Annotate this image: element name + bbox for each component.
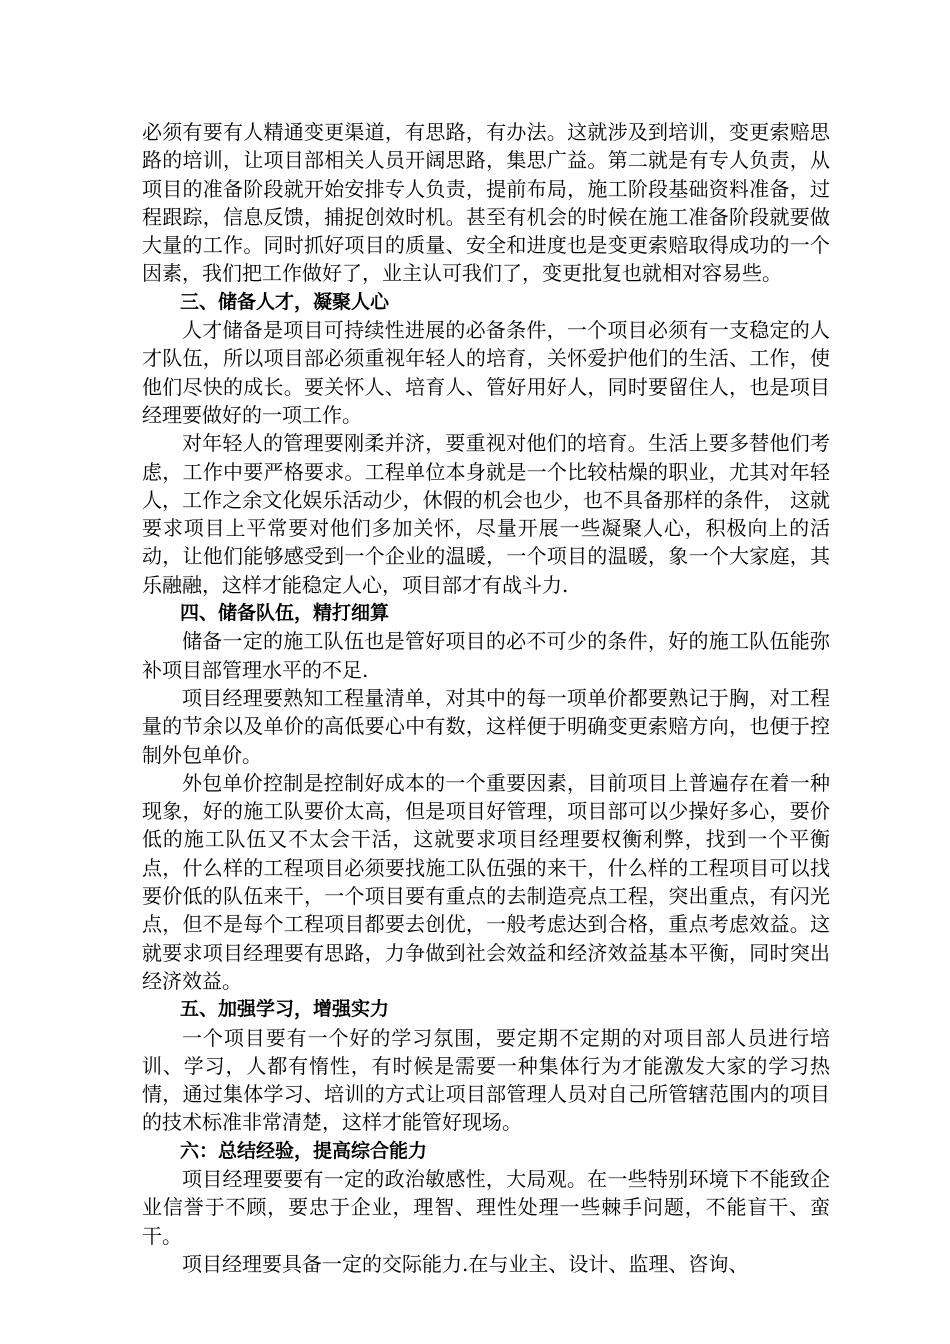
paragraph: 项目经理要熟知工程量清单，对其中的每一项单价都要熟记于胸，对工程量的节余以及单价的高低要心中有数，这样便于明确变更索赔方向，也便于控制外包单价。 bbox=[142, 685, 830, 767]
paragraph: 人才储备是项目可持续性进展的必备条件，一个项目必须有一支稳定的人才队伍，所以项目部必须重视年轻人的培育，关怀爱护他们的生活、工作，使他们尽快的成长。要关怀人、培育人、管好用好人，同时要留住人，也是项目经理要做好的一项工作。 bbox=[142, 318, 830, 427]
section-heading-6: 六：总结经验，提高综合能力 bbox=[180, 1139, 428, 1162]
section-heading-3: 三、储备人才，凝聚人心 bbox=[180, 290, 390, 313]
section-heading-4: 四、储备队伍，精打细算 bbox=[180, 602, 390, 625]
document-body bbox=[142, 118, 830, 1278]
paragraph: 对年轻人的管理要刚柔并济，要重视对他们的培育。生活上要多替他们考虑，工作中要严格要求。工程单位本身就是一个比较枯燥的职业，尤其对年轻人，工作之余文化娱乐活动少，休假的机会也少，也不具备那样的条件， 这就要求项目上平常要对他们多加关怀，尽量开展一些凝聚人心，积极向上的活动，让他们能够感受到一个企业的温暖，一个项目的温暖，象一个大家庭，其乐融融，这样才能稳定人心，项目部才有战斗力. bbox=[142, 431, 830, 597]
section-heading-5: 五、加强学习，增强实力 bbox=[180, 998, 390, 1021]
paragraph: 项目经理要具备一定的交际能力.在与业主、设计、监理、咨询、 bbox=[182, 1251, 749, 1276]
paragraph: 必须有要有人精通变更渠道，有思路，有办法。这就涉及到培训，变更索赔思路的培训，让项目部相关人员开阔思路，集思广益。第二就是有专人负责，从项目的准备阶段就开始安排专人负责，提前布局，施工阶段基础资料准备，过程跟踪，信息反馈，捕捉创效时机。甚至有机会的时候在施工准备阶段就要做大量的工作。同时抓好项目的质量、安全和进度也是变更索赔取得成功的一个因素，我们把工作做好了，业主认可我们了，变更批复也就相对容易些。 bbox=[142, 120, 830, 286]
paragraph: 一个项目要有一个好的学习氛围，要定期不定期的对项目部人员进行培训、学习，人都有惰性，有时候是需要一种集体行为才能激发大家的学习热情，通过集体学习、培训的方式让项目部管理人员对自己所管辖范围内的项目的技术标准非常清楚，这样才能管好现场。 bbox=[142, 1025, 830, 1135]
paragraph: 储备一定的施工队伍也是管好项目的必不可少的条件，好的施工队伍能弥补项目部管理水平的不足. bbox=[142, 629, 830, 682]
paragraph: 项目经理要要有一定的政治敏感性，大局观。在一些特别环境下不能致企业信誉于不顾，要忠于企业，理智、理性处理一些棘手问题，不能盲干、蛮干。 bbox=[142, 1166, 830, 1248]
paragraph: 外包单价控制是控制好成本的一个重要因素，目前项目上普遍存在着一种现象，好的施工队要价太高，但是项目好管理，项目部可以少操好多心，要价低的施工队伍又不太会干活，这就要求项目经理要权衡利弊，找到一个平衡点，什么样的工程项目必须要找施工队伍强的来干，什么样的工程项目可以找要价低的队伍来干，一个项目要有重点的去制造亮点工程，突出重点，有闪光点，但不是每个工程项目都要去创优，一般考虑达到合格，重点考虑效益。这就要求项目经理要有思路，力争做到社会效益和经济效益基本平衡，同时突出经济效益。 bbox=[142, 770, 830, 993]
